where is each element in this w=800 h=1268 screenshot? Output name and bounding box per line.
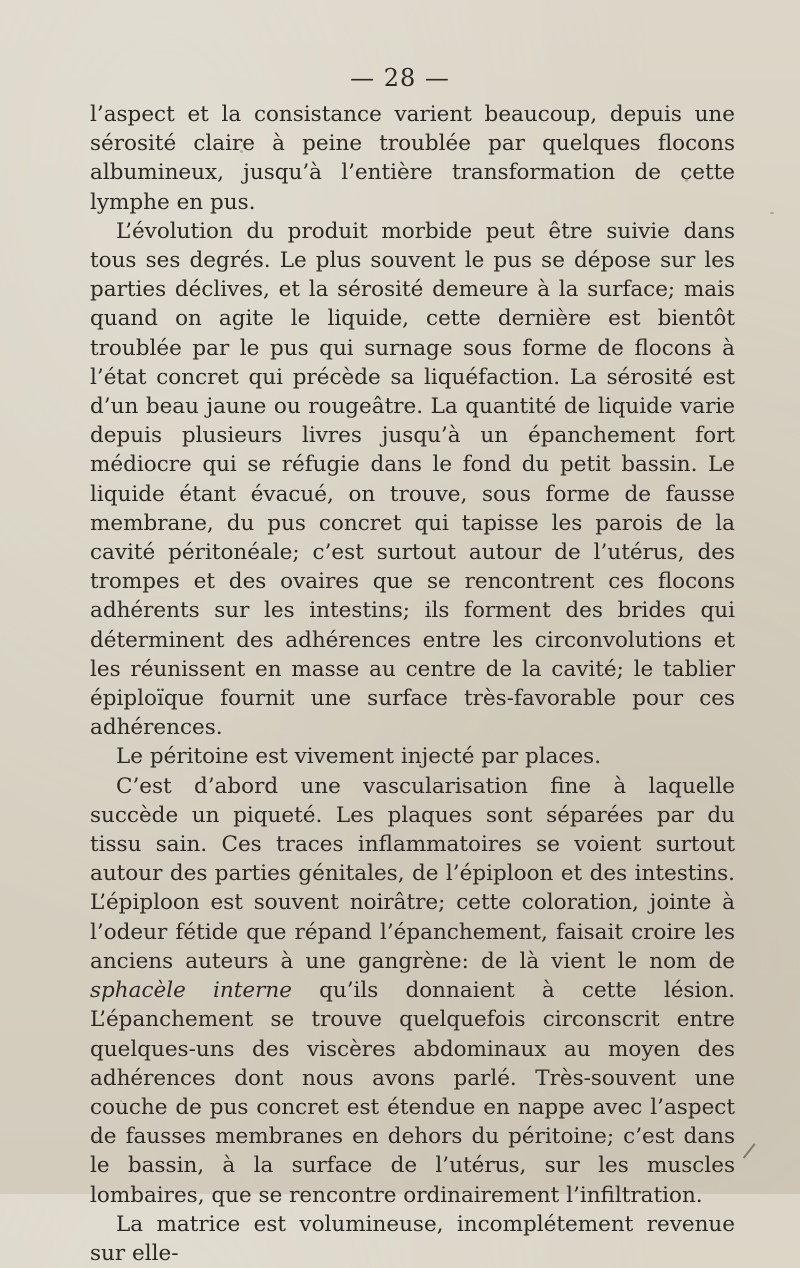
paper-scratch — [743, 1143, 755, 1158]
paragraph-4-italic-term: sphacèle interne — [90, 978, 292, 1004]
paper-speck — [330, 1050, 333, 1053]
paragraph-3: Le péritoine est vivement injecté par places. — [116, 744, 602, 770]
paper-speck — [240, 150, 243, 153]
paragraph-4 — [90, 772, 735, 1210]
paragraph-1: l’aspect et la consistance varient beaucoup, depuis une sérosité claire à peine troublée par quelques flocons albumineux, jusqu’à l’entière transformation de cette lymphe en pus. — [90, 102, 735, 215]
page-number: — 28 — — [350, 64, 450, 92]
body-text — [90, 100, 735, 1268]
paper-speck — [685, 179, 688, 182]
paragraph-5: La matrice est volumineuse, incomplétement revenue sur elle- — [90, 1211, 735, 1266]
paper-speck — [770, 212, 774, 214]
paper-speck — [120, 1100, 122, 1102]
paper-speck — [95, 1140, 98, 1143]
paragraph-4-text-before: C’est d’abord une vascularisation fine à laquelle succède un piqueté. Les plaques sont séparées par du tissu sain. Ces traces inflammatoires se voient surtout autour des parties génitales, de l’épiploon et des intestins. L’épiploon est souvent noirâtre; cette coloration, jointe à l’odeur fétide que répand l’épanchement, faisait croire les anciens auteurs à une gangrène: de là vient le nom de — [90, 773, 735, 974]
paragraph-4-text-after: qu’ils donnaient à cette lésion. L’épanchement se trouve quelquefois circonscrit entre quelques-uns des viscères abdominaux au moyen des adhérences dont nous avons parlé. Très-souvent une couche de pus concret est étendue en nappe avec l’aspect de fausses membranes en dehors du péritoine; c’est dans le bassin, à la surface de l’utérus, sur les muscles lombaires, que se rencontre ordinairement l’infiltration. — [90, 978, 735, 1208]
paragraph-2: L’évolution du produit morbide peut être suivie dans tous ses degrés. Le plus souvent le pus se dépose sur les parties déclives, et la sérosité demeure à la surface; mais quand on agite le liquide, cette dernière est bientôt troublée par le pus qui surnage sous forme de flocons à l’état concret qui précède sa liquéfaction. La sérosité est d’un beau jaune ou rougeâtre. La quantité de liquide varie depuis plusieurs livres jusqu’à un épanchement fort médiocre qui se réfugie dans le fond du petit bassin. Le liquide étant évacué, on trouve, sous forme de fausse membrane, du pus concret qui tapisse les parois de la cavité péritonéale; c’est surtout autour de l’utérus, des trompes et des ovaires que se rencontrent ces flocons adhérents sur les intestins; ils forment des brides qui déterminent des adhérences entre les circonvolutions et les réunissent en masse au centre de la cavité; le tablier épiploïque fournit une surface très-favorable pour ces adhérences. — [90, 218, 735, 741]
